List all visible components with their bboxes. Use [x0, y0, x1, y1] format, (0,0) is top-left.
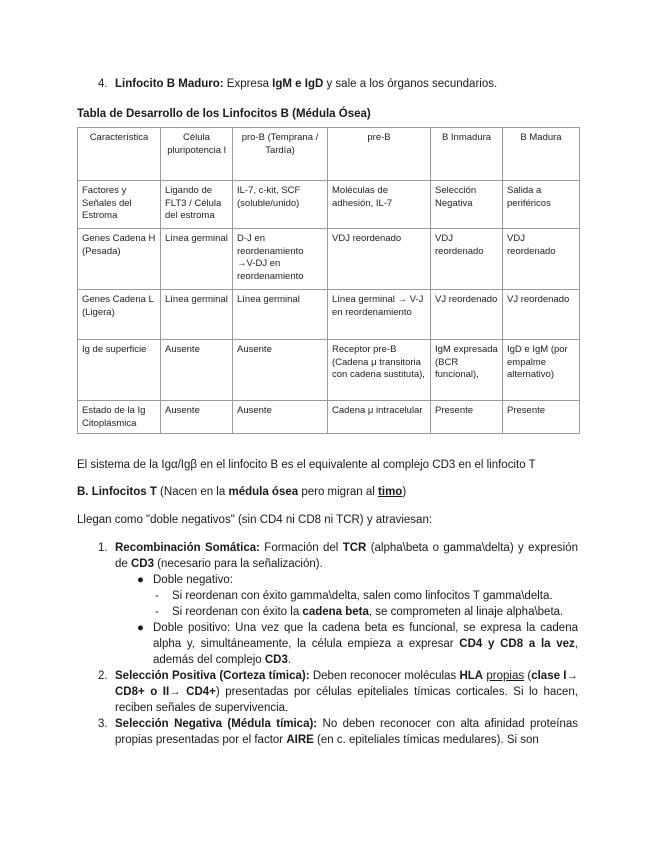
list-number: 2. — [98, 670, 108, 682]
bullet-dot-icon: ● — [137, 574, 144, 586]
term: Recombinación Somática: — [115, 542, 260, 554]
table-cell: Presente — [503, 401, 580, 434]
table-cell: Selección Negativa — [431, 181, 503, 229]
bold-text: clase I→ CD8+ o II→ CD4+ — [115, 670, 578, 698]
bold-text: CD4 y CD8 a la vez — [459, 638, 575, 650]
text: (Nacen en la — [156, 486, 229, 498]
term-linfocito-b-maduro: Linfocito B Maduro: — [115, 78, 224, 90]
bold-underlined-text: timo — [378, 486, 403, 498]
table-cell: Línea germinal — [161, 229, 233, 290]
table-cell: VJ reordenado — [503, 290, 580, 340]
b-cell-development-table — [77, 127, 580, 434]
text: Deben reconocer moléculas — [309, 670, 460, 682]
text: (necesario para la señalización). — [154, 558, 323, 570]
list-text — [115, 716, 578, 748]
text: ) presentadas por células epiteliales tímicas corticales. Si lo hacen, reciben señales de supervivencia. — [115, 686, 578, 714]
table-cell: Presente — [431, 401, 503, 434]
dash-text — [172, 604, 563, 620]
bold-text: médula ósea — [228, 486, 299, 498]
text: Si reordenan con éxito la — [172, 606, 303, 618]
list-number: 1. — [98, 542, 108, 554]
table-cell: Cadena μ intracelular — [328, 401, 431, 434]
bullet-text — [153, 620, 578, 668]
table-cell: IgD e IgM (por empalme alternativo) — [503, 340, 580, 401]
bold-text: AIRE — [286, 734, 314, 746]
header-cell: pre-B — [328, 128, 431, 181]
term: Selección Negativa (Médula tímica): — [115, 718, 318, 730]
bold-text: TCR — [342, 542, 367, 554]
table-row — [78, 290, 580, 340]
text: pero migran al — [298, 486, 379, 498]
table-cell: Genes Cadena L (Ligera) — [78, 290, 161, 340]
table-cell: IL-7, c-kit, SCF (soluble/unido) — [233, 181, 328, 229]
text: , además del complejo — [153, 638, 578, 666]
bold-text: HLA — [459, 670, 484, 682]
table-cell: Ausente — [233, 401, 328, 434]
table-cell: VDJ reordenado — [503, 229, 580, 290]
table-cell: Ausente — [161, 401, 233, 434]
table-cell: IgM expresada (BCR funcional), — [431, 340, 503, 401]
bold-text: CD3 — [264, 654, 288, 666]
table-cell: Salida a periféricos — [503, 181, 580, 229]
paragraph-iga-igb: El sistema de la Igα/Igβ en el linfocito B es el equivalente al complejo CD3 en el linfocito T — [77, 459, 536, 471]
table-cell: Línea germinal — [161, 290, 233, 340]
bullet-dot-icon: ● — [137, 622, 144, 634]
paragraph-llegan: Llegan como "doble negativos" (sin CD4 ni CD8 ni TCR) y atraviesan: — [77, 514, 433, 526]
list-number: 4. — [98, 78, 108, 90]
text: (alpha\beta o gamma\delta) y expresión de — [115, 542, 578, 570]
text: Formación del — [259, 542, 343, 554]
heading-text: B. Linfocitos T — [77, 486, 157, 498]
table-cell: Factores y Señales del Estroma — [78, 181, 161, 229]
text: ( — [524, 670, 532, 682]
table-title: Tabla de Desarrollo de los Linfocitos B (Médula Ósea) — [77, 108, 371, 120]
header-cell: Célula pluripotencia l — [161, 128, 233, 181]
header-cell: B Inmadura — [431, 128, 503, 181]
bold-text: CD3 — [131, 558, 155, 570]
table-row — [78, 340, 580, 401]
list-text — [115, 540, 578, 572]
term: Selección Positiva (Corteza tímica): — [115, 670, 310, 682]
header-cell: Característica — [78, 128, 161, 181]
text: . — [287, 654, 292, 666]
text: y sale a los órganos secundarios. — [323, 78, 498, 90]
table-cell: Ig de superficie — [78, 340, 161, 401]
bullet-text: Doble negativo: — [153, 574, 233, 586]
header-cell: pro-B (Temprana / Tardía) — [233, 128, 328, 181]
table-cell: Línea germinal — [233, 290, 328, 340]
table-cell: D-J en reordenamiento →V-DJ en reordenamiento — [233, 229, 328, 290]
table-cell: Moléculas de adhesión, IL-7 — [328, 181, 431, 229]
dash-icon: - — [155, 606, 159, 618]
text: (en c. epiteliales tímicas medulares). Si son — [313, 734, 539, 746]
table-cell: Receptor pre-B (Cadena μ transitoria con cadena sustituta), — [328, 340, 431, 401]
table-row — [78, 401, 580, 434]
table-cell: Ligando de FLT3 / Célula del estroma — [161, 181, 233, 229]
header-cell: B Madura — [503, 128, 580, 181]
bold-text: cadena beta — [302, 606, 369, 618]
list-number: 3. — [98, 718, 108, 730]
text: Expresa — [223, 78, 273, 90]
table-cell: Genes Cadena H (Pesada) — [78, 229, 161, 290]
dash-text: Si reordenan con éxito gamma\delta, salen como linfocitos T gamma\delta. — [172, 590, 553, 602]
underlined-text: propias — [486, 670, 525, 682]
term-igm-igd: IgM e IgD — [272, 78, 324, 90]
dash-icon: - — [155, 590, 159, 602]
table-row — [78, 181, 580, 229]
list-text — [115, 76, 497, 92]
table-row — [78, 229, 580, 290]
table-cell: Ausente — [233, 340, 328, 401]
table-cell: Ausente — [161, 340, 233, 401]
table-header-row — [78, 128, 580, 181]
table-cell: Línea germinal → V-J en reordenamiento — [328, 290, 431, 340]
table-cell: Estado de la Ig Citoplásmica — [78, 401, 161, 434]
text: ) — [402, 486, 407, 498]
table-cell: VJ reordenado — [431, 290, 503, 340]
table-cell: VDJ reordenado — [328, 229, 431, 290]
text: Doble positivo: Una vez que la cadena beta es funcional, se expresa la cadena alpha y, simultáneamente, la célula empieza a expresar — [153, 622, 578, 650]
text: No deben reconocer con alta afinidad proteínas propias presentadas por el factor — [115, 718, 578, 746]
table-cell: VDJ reordenado — [431, 229, 503, 290]
text: , se comprometen al linaje alpha\beta. — [368, 606, 564, 618]
list-text — [115, 668, 578, 716]
section-heading-linfocitos-t — [77, 484, 406, 500]
